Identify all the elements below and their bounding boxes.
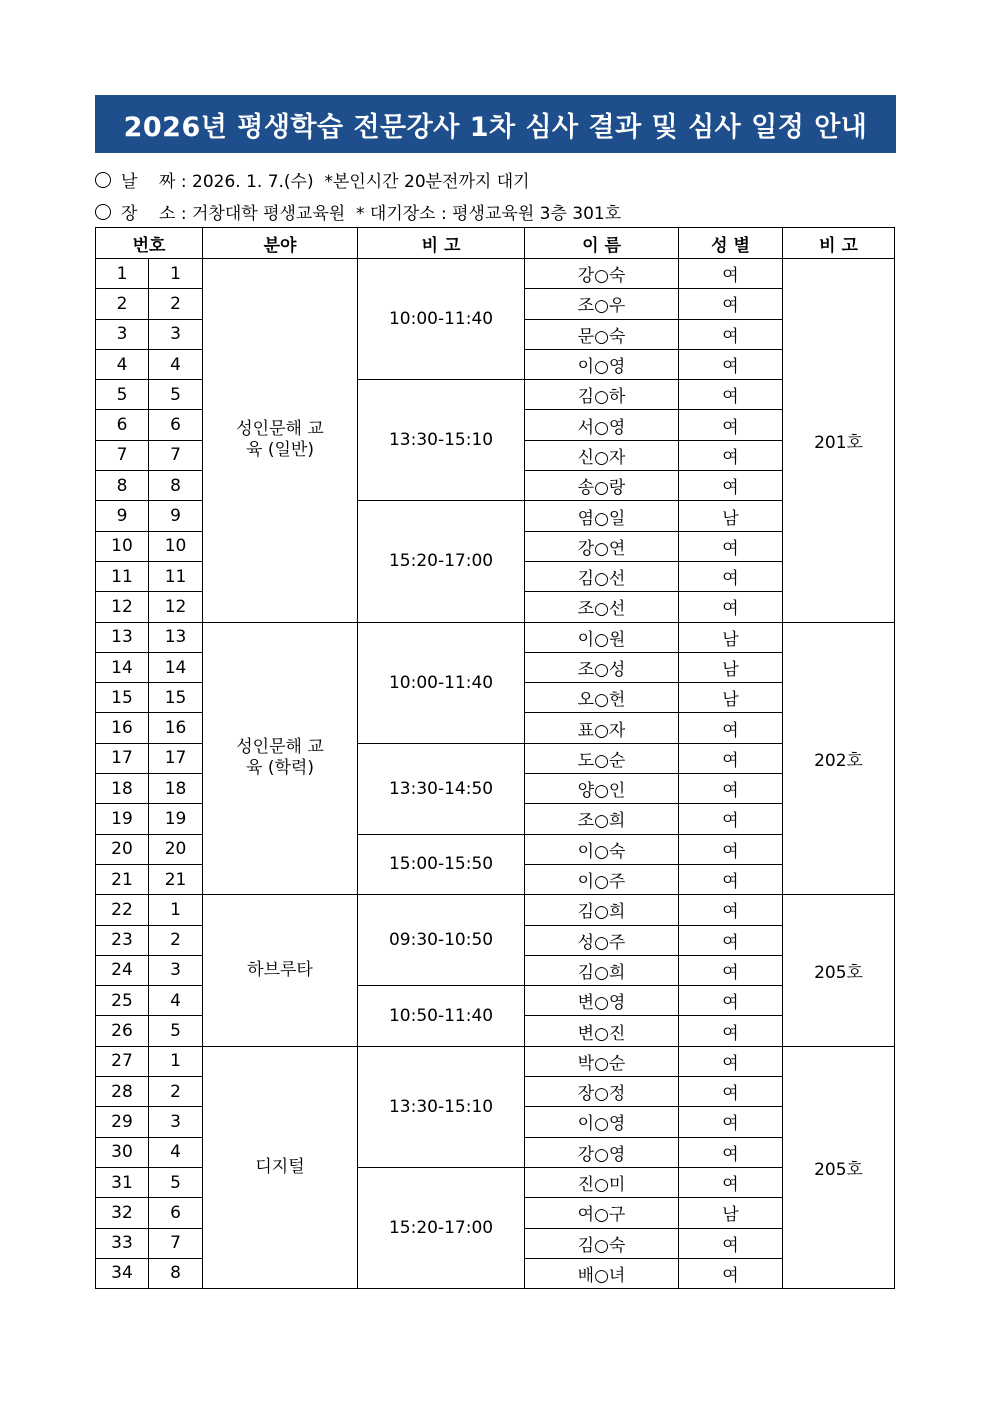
time-slot-cell: 13:30-14:50 [358,743,525,834]
gender-cell: 여 [679,1167,783,1197]
gender-cell: 남 [679,652,783,682]
name-cell: 도○순 [525,743,679,773]
row-number: 27 [96,1046,149,1076]
date-label: 날 짜 : [121,172,192,192]
name-cell: 김○희 [525,895,679,925]
room-cell: 205호 [783,1046,895,1288]
row-sub-number: 1 [149,895,203,925]
row-sub-number: 5 [149,1016,203,1046]
row-number: 7 [96,440,149,470]
gender-cell: 여 [679,713,783,743]
row-sub-number: 9 [149,501,203,531]
row-sub-number: 1 [149,259,203,289]
row-number: 23 [96,925,149,955]
row-sub-number: 14 [149,652,203,682]
gender-cell: 여 [679,440,783,470]
time-slot-cell: 13:30-15:10 [358,1046,525,1167]
name-cell: 변○영 [525,986,679,1016]
name-cell: 이○영 [525,1107,679,1137]
row-number: 33 [96,1228,149,1258]
gender-cell: 여 [679,925,783,955]
name-cell: 김○숙 [525,1228,679,1258]
gender-cell: 여 [679,1107,783,1137]
row-sub-number: 8 [149,1258,203,1288]
gender-cell: 여 [679,864,783,894]
table-row [96,895,895,925]
place-label: 장 소 : [121,204,192,224]
row-number: 5 [96,380,149,410]
name-cell: 진○미 [525,1167,679,1197]
schedule-table [95,227,895,1289]
row-sub-number: 4 [149,349,203,379]
row-sub-number: 2 [149,1077,203,1107]
table-header-row [96,228,895,259]
time-slot-cell: 09:30-10:50 [358,895,525,986]
row-number: 13 [96,622,149,652]
row-number: 28 [96,1077,149,1107]
row-sub-number: 7 [149,1228,203,1258]
header-name: 이 름 [525,228,679,259]
table-row [96,1046,895,1076]
gender-cell: 여 [679,834,783,864]
room-cell: 201호 [783,259,895,623]
row-sub-number: 21 [149,864,203,894]
name-cell: 김○희 [525,955,679,985]
row-number: 4 [96,349,149,379]
header-field: 분야 [203,228,358,259]
row-sub-number: 6 [149,1198,203,1228]
name-cell: 조○성 [525,652,679,682]
row-sub-number: 7 [149,440,203,470]
row-sub-number: 4 [149,1137,203,1167]
room-cell: 205호 [783,895,895,1046]
gender-cell: 여 [679,259,783,289]
place-value: 거창대학 평생교육원 [192,204,346,224]
time-slot-cell: 10:00-11:40 [358,622,525,743]
field-cell [203,1046,358,1288]
row-number: 6 [96,410,149,440]
name-cell: 오○헌 [525,683,679,713]
gender-cell: 여 [679,1016,783,1046]
field-text: 디지털 [255,1156,305,1177]
place-info-row [95,199,621,224]
name-cell: 이○영 [525,349,679,379]
row-number: 1 [96,259,149,289]
row-sub-number: 12 [149,592,203,622]
name-cell: 신○자 [525,440,679,470]
row-number: 10 [96,531,149,561]
name-cell: 이○원 [525,622,679,652]
gender-cell: 여 [679,471,783,501]
row-sub-number: 1 [149,1046,203,1076]
name-cell: 성○주 [525,925,679,955]
gender-cell: 여 [679,531,783,561]
table-row [96,259,895,289]
header-gender: 성 별 [679,228,783,259]
row-sub-number: 3 [149,955,203,985]
table-body [96,259,895,1289]
row-sub-number: 15 [149,683,203,713]
gender-cell: 남 [679,622,783,652]
row-sub-number: 18 [149,774,203,804]
row-number: 11 [96,561,149,591]
row-sub-number: 20 [149,834,203,864]
gender-cell: 여 [679,955,783,985]
circle-bullet-icon [95,172,111,188]
name-cell: 배○녀 [525,1258,679,1288]
header-room: 비 고 [783,228,895,259]
row-number: 19 [96,804,149,834]
row-number: 21 [96,864,149,894]
row-number: 32 [96,1198,149,1228]
name-cell: 표○자 [525,713,679,743]
name-cell: 염○일 [525,501,679,531]
row-number: 30 [96,1137,149,1167]
field-text: 하브루타 [247,959,313,980]
row-sub-number: 3 [149,319,203,349]
time-slot-cell: 10:00-11:40 [358,259,525,380]
name-cell: 문○숙 [525,319,679,349]
row-sub-number: 8 [149,471,203,501]
gender-cell: 여 [679,410,783,440]
row-number: 8 [96,471,149,501]
row-number: 20 [96,834,149,864]
name-cell: 김○선 [525,561,679,591]
row-sub-number: 19 [149,804,203,834]
row-number: 22 [96,895,149,925]
name-cell: 여○구 [525,1198,679,1228]
table-row [96,622,895,652]
name-cell: 강○연 [525,531,679,561]
date-info-row [95,167,530,192]
row-sub-number: 10 [149,531,203,561]
date-note: *본인시간 20분전까지 대기 [313,172,530,192]
name-cell: 이○주 [525,864,679,894]
name-cell: 강○영 [525,1137,679,1167]
row-number: 12 [96,592,149,622]
row-number: 2 [96,289,149,319]
row-sub-number: 17 [149,743,203,773]
date-value: 2026. 1. 7.(수) [192,172,314,192]
name-cell: 변○진 [525,1016,679,1046]
name-cell: 양○인 [525,774,679,804]
gender-cell: 여 [679,1077,783,1107]
field-cell [203,622,358,895]
gender-cell: 남 [679,683,783,713]
name-cell: 강○숙 [525,259,679,289]
row-sub-number: 13 [149,622,203,652]
name-cell: 조○희 [525,804,679,834]
time-slot-cell: 15:20-17:00 [358,1167,525,1288]
row-number: 14 [96,652,149,682]
gender-cell: 여 [679,289,783,319]
name-cell: 장○정 [525,1077,679,1107]
page-title: 2026년 평생학습 전문강사 1차 심사 결과 및 심사 일정 안내 [95,95,896,153]
row-number: 29 [96,1107,149,1137]
gender-cell: 남 [679,501,783,531]
gender-cell: 여 [679,986,783,1016]
row-sub-number: 3 [149,1107,203,1137]
gender-cell: 여 [679,1046,783,1076]
row-number: 18 [96,774,149,804]
name-cell: 서○영 [525,410,679,440]
time-slot-cell: 15:20-17:00 [358,501,525,622]
gender-cell: 여 [679,349,783,379]
circle-bullet-icon [95,204,111,220]
row-sub-number: 11 [149,561,203,591]
row-number: 17 [96,743,149,773]
row-number: 24 [96,955,149,985]
gender-cell: 여 [679,561,783,591]
row-sub-number: 16 [149,713,203,743]
name-cell: 조○선 [525,592,679,622]
row-number: 9 [96,501,149,531]
field-text: 성인문해 교육 (일반) [236,419,324,461]
row-sub-number: 6 [149,410,203,440]
field-cell [203,259,358,623]
name-cell: 조○우 [525,289,679,319]
name-cell: 박○순 [525,1046,679,1076]
gender-cell: 여 [679,592,783,622]
row-sub-number: 2 [149,289,203,319]
row-sub-number: 5 [149,1167,203,1197]
name-cell: 김○하 [525,380,679,410]
field-cell [203,895,358,1046]
row-number: 3 [96,319,149,349]
header-time: 비 고 [358,228,525,259]
gender-cell: 여 [679,319,783,349]
gender-cell: 여 [679,1228,783,1258]
place-note: * 대기장소 : 평생교육원 3층 301호 [345,204,622,224]
header-number: 번호 [96,228,203,259]
row-number: 15 [96,683,149,713]
gender-cell: 여 [679,743,783,773]
room-cell: 202호 [783,622,895,895]
row-number: 25 [96,986,149,1016]
time-slot-cell: 15:00-15:50 [358,834,525,895]
row-number: 34 [96,1258,149,1288]
gender-cell: 여 [679,1258,783,1288]
field-text: 성인문해 교육 (학력) [236,737,324,779]
gender-cell: 여 [679,774,783,804]
name-cell: 이○숙 [525,834,679,864]
time-slot-cell: 13:30-15:10 [358,380,525,501]
row-number: 26 [96,1016,149,1046]
row-sub-number: 5 [149,380,203,410]
time-slot-cell: 10:50-11:40 [358,986,525,1047]
gender-cell: 여 [679,895,783,925]
row-sub-number: 2 [149,925,203,955]
gender-cell: 여 [679,804,783,834]
gender-cell: 여 [679,1137,783,1167]
row-sub-number: 4 [149,986,203,1016]
name-cell: 송○랑 [525,471,679,501]
row-number: 31 [96,1167,149,1197]
gender-cell: 남 [679,1198,783,1228]
gender-cell: 여 [679,380,783,410]
row-number: 16 [96,713,149,743]
